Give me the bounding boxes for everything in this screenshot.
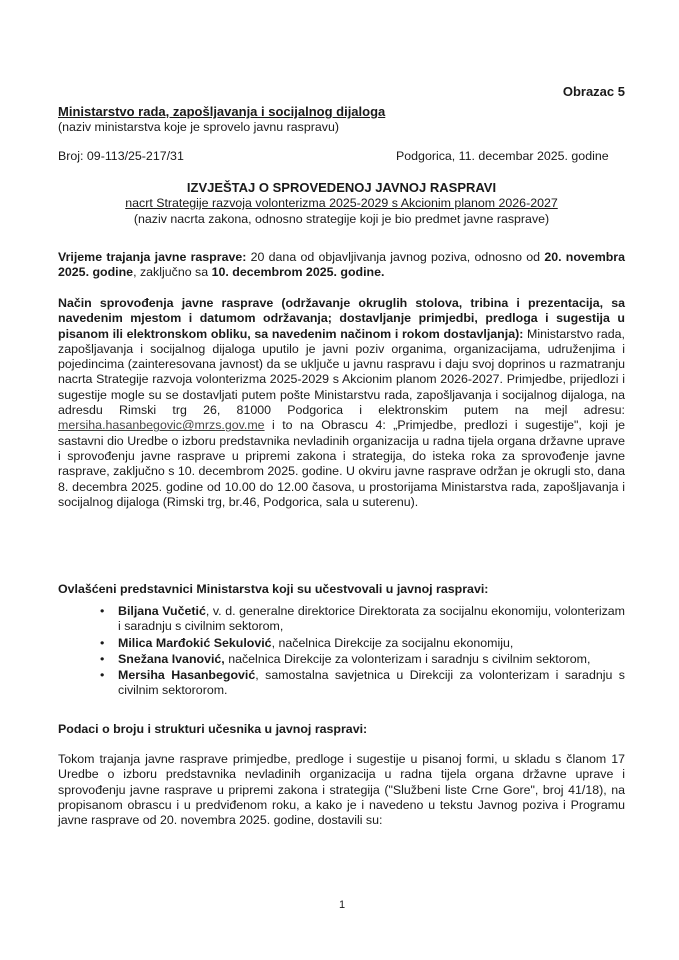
email-link[interactable]: mersiha.hasanbegovic@mrzs.gov.me: [58, 418, 265, 433]
duration-start-date: 20. novembra 2025. godine: [58, 250, 625, 280]
representatives-heading: Ovlašćeni predstavnici Ministarstva koji su učestvovali u javnoj raspravi:: [58, 582, 489, 596]
representative-name: Snežana Ivanović,: [118, 651, 225, 666]
duration-end-date: 10. decembrom 2025. godine.: [211, 265, 385, 280]
method-text-2: i to na Obrascu 4: „Primjedbe, predlozi i sugestije", koji je sastavni dio Uredbe o izboru predstavnika nevladinih organizacija u radna tijela organa državne uprave i sprovođenju javne rasprave u pripremi zakona i strategija, do isteka roka za sprovođenje javne rasprave, zaključno s 10. decembrom 2025. godine. U okviru javne rasprave održan je okrugli sto, dana 8. decembra 2025. godine od 10.00 do 12.00 časova, u prostorijama Ministarstva rada, zapošljavanja i socijalnog dijaloga (Rimski trg, br.46, Podgorica, sala u suterenu).: [58, 418, 625, 509]
report-title: IZVJEŠTAJ O SPROVEDENOJ JAVNOJ RASPRAVI: [186, 180, 497, 195]
representatives-list: [58, 604, 625, 700]
bullet-icon: •: [100, 668, 105, 683]
participants-paragraph: Tokom trajanja javne rasprave primjedbe, predloge i sugestije u pisanoj formi, u skladu s članom 17 Uredbe o izboru predstavnika nevladinih organizacija u radna tijela organa državne uprave i sprovođenju javne rasprave u pripremi zakona i strategija ("Službeni liste Crne Gore", broj 41/18), na propisanom obrascu i u predviđenom roku, a kako je i navedeno u tekstu Javnog poziva i Programu javne rasprave od 20. novembra 2025. godine, dostavili su:: [58, 752, 625, 828]
duration-text-2: , zaključno sa: [133, 265, 212, 280]
list-item: [58, 604, 625, 635]
method-text: Ministarstvo rada, zapošljavanja i socijalnog dijaloga uputilo je javni poziv organima, organizacijama, udruženjima i pojedincima (zainteresovana javnost) da se uključe u javnu raspravu i daju svoj doprinos u razmatranju nacrta Strategije razvoja volonterizma 2025-2029 s Akcionim planom 2026-2027. Primjedbe, prijedlozi i sugestije mogle su se dostavljati putem pošte Ministarstvu rada, zapošljavanja i socijalnog dijaloga, na adresdu Rimski trg 26, 81000 Podgorica i elektronskim putem na mejl adresu:: [58, 326, 626, 418]
form-label: Obrazac 5: [562, 84, 625, 99]
representative-name: Biljana Vučetić: [118, 604, 206, 618]
representative-name: Mersiha Hasanbegović: [118, 668, 256, 683]
place-date: Podgorica, 11. decembar 2025. godine: [396, 149, 609, 163]
list-item: [58, 652, 625, 667]
method-label: Način sprovođenja javne rasprave (održavanje okruglih stolova, tribina i prezentacija, sa navedenim mjestom i datumom održavanja; dostavljanje primjedbi, predloga i sugestija u pisanom ili elektronskom obliku, sa navedenim načinom i rokom dostavljanja):: [58, 296, 625, 341]
ministry-name: Ministarstvo rada, zapošljavanja i socijalnog dijaloga: [58, 104, 386, 119]
representative-role: , samostalna savjetnica u Direkciji za volonterizam i saradnju s civilnim sektororom.: [118, 668, 625, 698]
duration-paragraph: [58, 250, 625, 281]
page-number: 1: [339, 899, 346, 911]
method-paragraph: [58, 296, 625, 510]
representative-role: , v. d. generalne direktorice Direktorata za socijalnu ekonomiju, volonterizam i saradnju s civilnim sektorom,: [118, 604, 626, 634]
duration-label: Vrijeme trajanja javne rasprave:: [58, 250, 247, 264]
report-subject: nacrt Strategije razvoja volonterizma 2025-2029 s Akcionim planom 2026-2027: [125, 196, 558, 210]
list-item: [58, 668, 625, 699]
list-item: [58, 636, 625, 651]
duration-text: 20 dana od objavljivanja javnog poziva, odnosno od: [246, 250, 545, 264]
participants-heading: Podaci o broju i strukturi učesnika u javnoj raspravi:: [58, 722, 368, 736]
bullet-icon: •: [100, 651, 105, 666]
bullet-icon: •: [100, 604, 105, 618]
report-subject-note: (naziv nacrta zakona, odnosno strategije koji je bio predmet javne rasprave): [133, 212, 550, 226]
ministry-note: (naziv ministarstva koje je sprovelo javnu raspravu): [58, 120, 339, 134]
representative-role: načelnica Direkcije za volonterizam i saradnju s civilnim sektorom,: [224, 651, 591, 666]
reference-number: Broj: 09-113/25-217/31: [58, 149, 184, 163]
representative-role: , načelnica Direkcije za socijalnu ekonomiju,: [271, 635, 514, 650]
representative-name: Milica Marđokić Sekulović: [118, 635, 272, 650]
bullet-icon: •: [100, 635, 105, 650]
